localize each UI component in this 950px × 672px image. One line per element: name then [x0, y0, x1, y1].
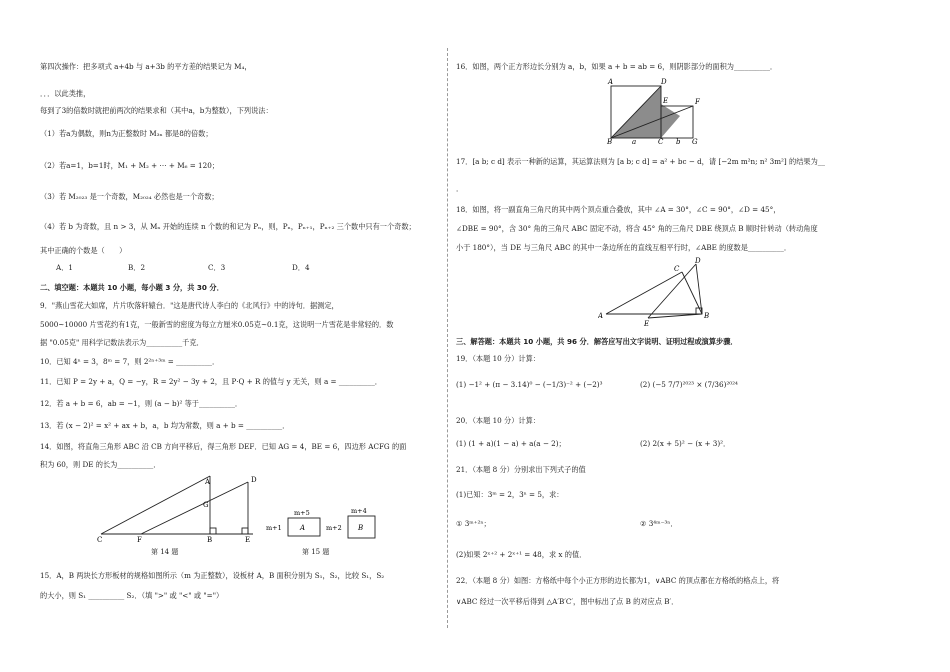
- ellipsis-text: ．．．以此类推，: [40, 89, 91, 98]
- q21-part1b: ② 3⁴ᵐ⁻³ⁿ．: [640, 519, 678, 528]
- fig15-label-b: B: [358, 524, 364, 532]
- fig16-label-f: F: [695, 98, 700, 106]
- q18-line3: 小于 180°），当 DE 与三角尺 ABC 的其中一条边所在的直线互相平行时，∠ABE 的度数是__________．: [456, 243, 792, 252]
- fig15-top-a: m+5: [294, 509, 310, 517]
- option-d: D．4: [292, 263, 310, 272]
- fig15-top-b: m+4: [351, 507, 367, 515]
- fig14-label-b: B: [207, 536, 213, 542]
- q19-part2: (2) (−5 7/7)²⁰²³ × (7/36)²⁰²⁴: [640, 380, 738, 389]
- fig18-line-db: [696, 264, 702, 314]
- fig14-label-c: C: [97, 536, 103, 542]
- q21-part2: (2)如果 2ˣ⁺² + 2ˣ⁺¹ = 48，求 x 的值．: [456, 550, 587, 559]
- q21-part1: (1)已知：3ᵐ = 2，3ⁿ = 5，求：: [456, 490, 564, 499]
- option-c: C．3: [208, 263, 226, 272]
- q21-part1a: ① 3ᵐ⁺²ⁿ；: [456, 519, 491, 528]
- fig14-line-ca: [101, 476, 210, 534]
- q10: 10．已知 4ⁿ = 3，8ᵐ = 7，则 2²ⁿ⁺³ᵐ = __________．: [40, 357, 220, 366]
- fig16-label-d: D: [661, 78, 667, 86]
- figure-15-caption: 第 15 题: [302, 548, 330, 556]
- q19-part1: (1) −1² + (π − 3.14)⁰ − (−1/3)⁻² + (−2)³: [456, 380, 603, 389]
- figure-14-caption: 第 14 题: [151, 548, 179, 556]
- fig14-right-angle-b: [210, 528, 216, 534]
- fig16-label-b: B: [607, 138, 613, 144]
- fig14-label-f: F: [137, 536, 142, 542]
- option-a: A．1: [56, 263, 73, 272]
- figure-14: [95, 474, 270, 542]
- q9-line2: 5000~10000 片雪花约有1克，一般新雪的密度为每立方厘米0.05克~0.1克，这说明一片雪花是非常轻的．数: [40, 320, 394, 329]
- section-3-heading: 三、解答题：本题共 10 小题，共 96 分．解答应写出文字说明、证明过程或演算步骤．: [456, 337, 738, 346]
- statement-3: （3）若 M₂₀₂₃ 是一个奇数，M₂₀₂₄ 必然也是一个奇数；: [40, 192, 219, 201]
- fig16-label-c: C: [658, 138, 664, 144]
- fig18-label-d: D: [695, 257, 701, 265]
- fig18-label-e: E: [644, 320, 650, 328]
- fig14-label-g: G: [203, 501, 209, 509]
- q12: 12．若 a + b = 6，ab = −1，则 (a − b)² 等于__________．: [40, 399, 243, 408]
- q16: 16．如图，两个正方形边长分别为 a，b，如果 a + b = ab = 6，则阴影部分的面积为__________．: [456, 62, 778, 71]
- section-2-heading: 二、填空题：本题共 10 小题，每小题 3 分，共 30 分．: [40, 283, 224, 292]
- q18-line2: ∠DBE = 90°，含 30° 角的三角尺 ABC 固定不动，将含 45° 角的三角尺 DBE 绕顶点 B 顺时针转动（转动角度: [456, 224, 818, 233]
- fig14-line-fd: [141, 482, 248, 534]
- q15-line2: 的大小，则 S₁ __________ S₂．（填 ">" 或 "<" 或 "="）: [40, 591, 224, 600]
- q22-line1: 22．（本题 8 分）如图：方格纸中每个小正方形的边长都为1，∨ABC 的顶点都在方格纸的格点上，将: [456, 576, 780, 585]
- fig15-side-a: m+1: [266, 524, 282, 532]
- fig16-label-e: E: [663, 97, 669, 105]
- figure-18: [598, 256, 713, 328]
- fig16-label-g: G: [692, 138, 698, 144]
- fig16-label-a-side: a: [632, 138, 637, 144]
- fig16-shade-right: [661, 104, 680, 138]
- q20-heading: 20．（本题 10 分）计算：: [456, 416, 540, 425]
- q9-line1: 9．"燕山雪花大如席，片片吹落轩辕台．"这是唐代诗人李白的《北风行》中的诗句．据测定，: [40, 301, 339, 310]
- fig14-label-d: D: [251, 476, 257, 484]
- rule-text: 每到了3的倍数时就把前两次的结果求和（其中a，b为整数），下列说法：: [40, 106, 273, 115]
- question-prompt: 其中正确的个数是（ ）: [40, 246, 127, 255]
- fig16-label-a: A: [608, 78, 614, 86]
- q17-tail: ．: [456, 184, 464, 193]
- statement-1: （1）若a为偶数，则n为正整数时 M₃ₙ 都是8的倍数；: [40, 129, 213, 138]
- column-divider: [447, 48, 448, 628]
- statement-4: （4）若 b 为奇数，且 n > 3，从 Mₙ 开始的连续 n 个数的和记为 Pₙ，则，Pₙ，Pₙ₊₁，Pₙ₊₂ 三个数中只有一个奇数；: [40, 222, 416, 231]
- fig18-label-c: C: [674, 265, 680, 273]
- fig14-label-a: A: [205, 478, 211, 486]
- q15-line1: 15．A，B 两块长方形板材的规格如图所示（m 为正整数），设板材 A，B 面积分别为 S₁，S₂，比较 S₁，S₂: [40, 571, 385, 580]
- fig18-label-a: A: [598, 312, 604, 320]
- q20-part1: (1) (1 + a)(1 − a) + a(a − 2)；: [456, 439, 566, 448]
- fig15-label-a: A: [300, 524, 306, 532]
- q20-part2: (2) 2(x + 5)² − (x + 3)²．: [640, 439, 731, 448]
- q17: 17．[a b; c d] 表示一种新的运算，其运算法则为 [a b; c d] = a² + bc − d，请 [−2m m²n; n² 3m²] 的结果为__: [456, 157, 825, 166]
- q14-line2: 积为 60，则 DE 的长为__________．: [40, 460, 161, 469]
- fourth-operation-text: 第四次操作：把多项式 a+4b 与 a+3b 的平方差的结果记为 M₄，: [40, 62, 252, 71]
- fig18-line-de: [648, 264, 696, 318]
- figure-16: [606, 76, 706, 144]
- fig14-right-angle-e: [242, 528, 248, 534]
- q11: 11．已知 P = 2y + a，Q = −y，R = 2y² − 3y + 2，且 P·Q + R 的值与 y 无关，则 a = __________．: [40, 377, 382, 386]
- figure-15: [258, 506, 388, 548]
- fig18-label-b: B: [704, 312, 710, 320]
- q18-line1: 18．如图，将一副直角三角尺的其中两个顶点重合叠放，其中 ∠A = 30°，∠C = 90°，∠D = 45°，: [456, 205, 781, 214]
- fig15-side-b: m+2: [326, 524, 342, 532]
- q9-line3: 据 "0.05克" 用科学记数法表示为__________千克．: [40, 338, 204, 347]
- q19-heading: 19．（本题 10 分）计算：: [456, 354, 540, 363]
- q22-line2: ∨ABC 经过一次平移后得到 △A′B′C′，图中标出了点 B 的对应点 B′．: [456, 597, 679, 606]
- fig16-label-b-side: b: [676, 138, 681, 144]
- q14-line1: 14．如图，将直角三角形 ABC 沿 CB 方向平移后，得三角形 DEF．已知 AG = 4，BE = 6，四边形 ACFG 的面: [40, 442, 407, 451]
- statement-2: （2）若a=1，b=1时，M₁ + M₂ + ⋯ + M₆ = 120；: [40, 161, 219, 170]
- fig18-line-eb: [648, 314, 702, 318]
- q21-heading: 21．（本题 8 分）分别求出下列式子的值: [456, 465, 586, 474]
- option-b: B．2: [128, 263, 146, 272]
- fig14-label-e: E: [245, 536, 251, 542]
- q13: 13．若 (x − 2)² = x² + ax + b，a，b 均为常数，则 a + b = __________．: [40, 421, 290, 430]
